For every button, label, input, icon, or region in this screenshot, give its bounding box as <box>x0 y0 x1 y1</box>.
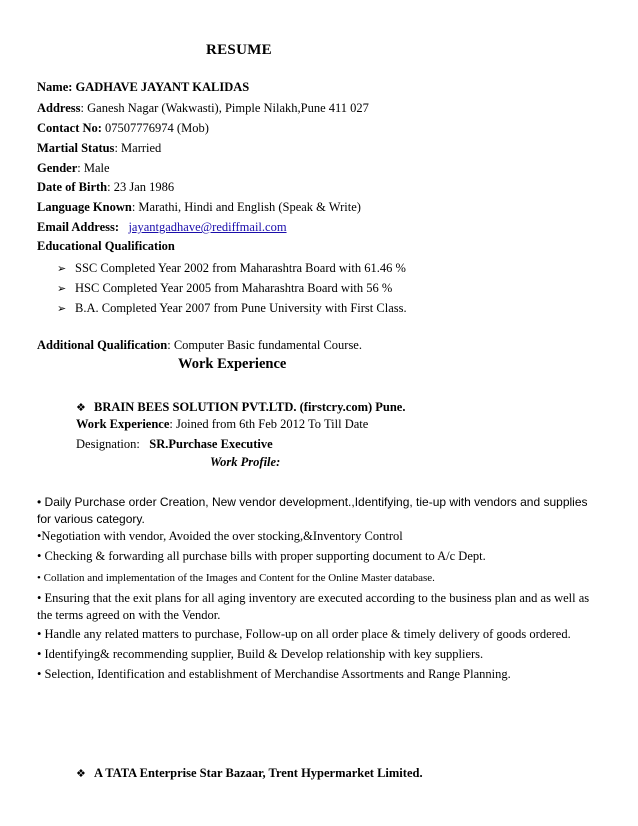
duty-item: • Handle any related matters to purchase, Follow-up on all order place & timely delivery of goods ordered. <box>37 627 571 641</box>
education-item-text: HSC Completed Year 2005 from Maharashtra Board with 56 % <box>75 281 393 295</box>
language-label: Language Known <box>37 200 132 214</box>
duty-item: • Ensuring that the exit plans for all aging inventory are executed according to the business plan and as well as the terms agreed on with the Vendor. <box>37 591 590 622</box>
marital-value: : Married <box>114 141 162 155</box>
gender-row <box>37 161 110 176</box>
work-profile-heading: Work Profile: <box>210 455 281 469</box>
duty-item: • Daily Purchase order Creation, New vendor development.,Identifying, tie-up with vendors and supplies for various category. <box>37 495 588 526</box>
contact-row <box>37 121 209 136</box>
email-row <box>37 220 287 235</box>
education-item <box>57 281 392 296</box>
duty-item: • Collation and implementation of the Images and Content for the Online Master database. <box>37 572 435 584</box>
contact-label: Contact No: <box>37 121 102 135</box>
duty-item: •Negotiation with vendor, Avoided the over stocking,&Inventory Control <box>37 529 403 543</box>
name-value: GADHAVE JAYANT KALIDAS <box>75 80 250 94</box>
diamond-bullet-icon: ❖ <box>76 767 86 780</box>
arrow-bullet-icon: ➢ <box>57 282 67 295</box>
arrow-bullet-icon: ➢ <box>57 302 67 315</box>
work-experience-row <box>76 417 368 432</box>
address-row <box>37 101 369 116</box>
duty-item: • Identifying& recommending supplier, Build & Develop relationship with key suppliers. <box>37 647 484 661</box>
employer-name: A TATA Enterprise Star Bazaar, Trent Hypermarket Limited. <box>94 766 423 780</box>
email-label: Email Address: <box>37 220 120 234</box>
address-label: Address <box>37 101 81 115</box>
additional-value: : Computer Basic fundamental Course. <box>167 338 362 352</box>
additional-row <box>37 338 362 353</box>
work-experience-value: : Joined from 6th Feb 2012 To Till Date <box>169 417 369 431</box>
address-value: : Ganesh Nagar (Wakwasti), Pimple Nilakh,Pune 411 027 <box>80 101 369 115</box>
duty-item: • Checking & forwarding all purchase bills with proper supporting document to A/c Dept. <box>37 549 486 563</box>
work-experience-heading: Work Experience <box>178 356 287 372</box>
employer-heading <box>76 400 405 415</box>
resume-title: RESUME <box>206 42 272 58</box>
name-label: Name: <box>37 80 73 94</box>
designation-label: Designation: <box>76 437 140 451</box>
arrow-bullet-icon: ➢ <box>57 262 67 275</box>
marital-row <box>37 141 161 156</box>
duty-item: • Selection, Identification and establishment of Merchandise Assortments and Range Planning. <box>37 667 511 681</box>
designation-value: SR.Purchase Executive <box>149 437 273 451</box>
education-item-text: B.A. Completed Year 2007 from Pune University with First Class. <box>75 301 407 315</box>
employer-heading <box>76 766 423 781</box>
designation-row <box>76 437 273 452</box>
education-item <box>57 301 407 316</box>
employer-name: BRAIN BEES SOLUTION PVT.LTD. (firstcry.com) Pune. <box>94 400 406 414</box>
work-experience-label: Work Experience <box>76 417 170 431</box>
education-item-text: SSC Completed Year 2002 from Maharashtra Board with 61.46 % <box>75 261 406 275</box>
education-heading: Educational Qualification <box>37 239 175 253</box>
gender-label: Gender <box>37 161 78 175</box>
contact-value: 07507776974 (Mob) <box>105 121 209 135</box>
dob-row <box>37 180 174 195</box>
education-item <box>57 261 406 276</box>
marital-label: Martial Status <box>37 141 115 155</box>
gender-value: : Male <box>77 161 110 175</box>
email-link[interactable]: jayantgadhave@rediffmail.com <box>128 220 287 234</box>
dob-value: : 23 Jan 1986 <box>107 180 175 194</box>
additional-label: Additional Qualification <box>37 338 168 352</box>
language-row <box>37 200 361 215</box>
language-value: : Marathi, Hindi and English (Speak & Write) <box>131 200 361 214</box>
education-heading-row <box>37 239 175 254</box>
diamond-bullet-icon: ❖ <box>76 401 86 414</box>
dob-label: Date of Birth <box>37 180 108 194</box>
name-row <box>37 80 249 95</box>
